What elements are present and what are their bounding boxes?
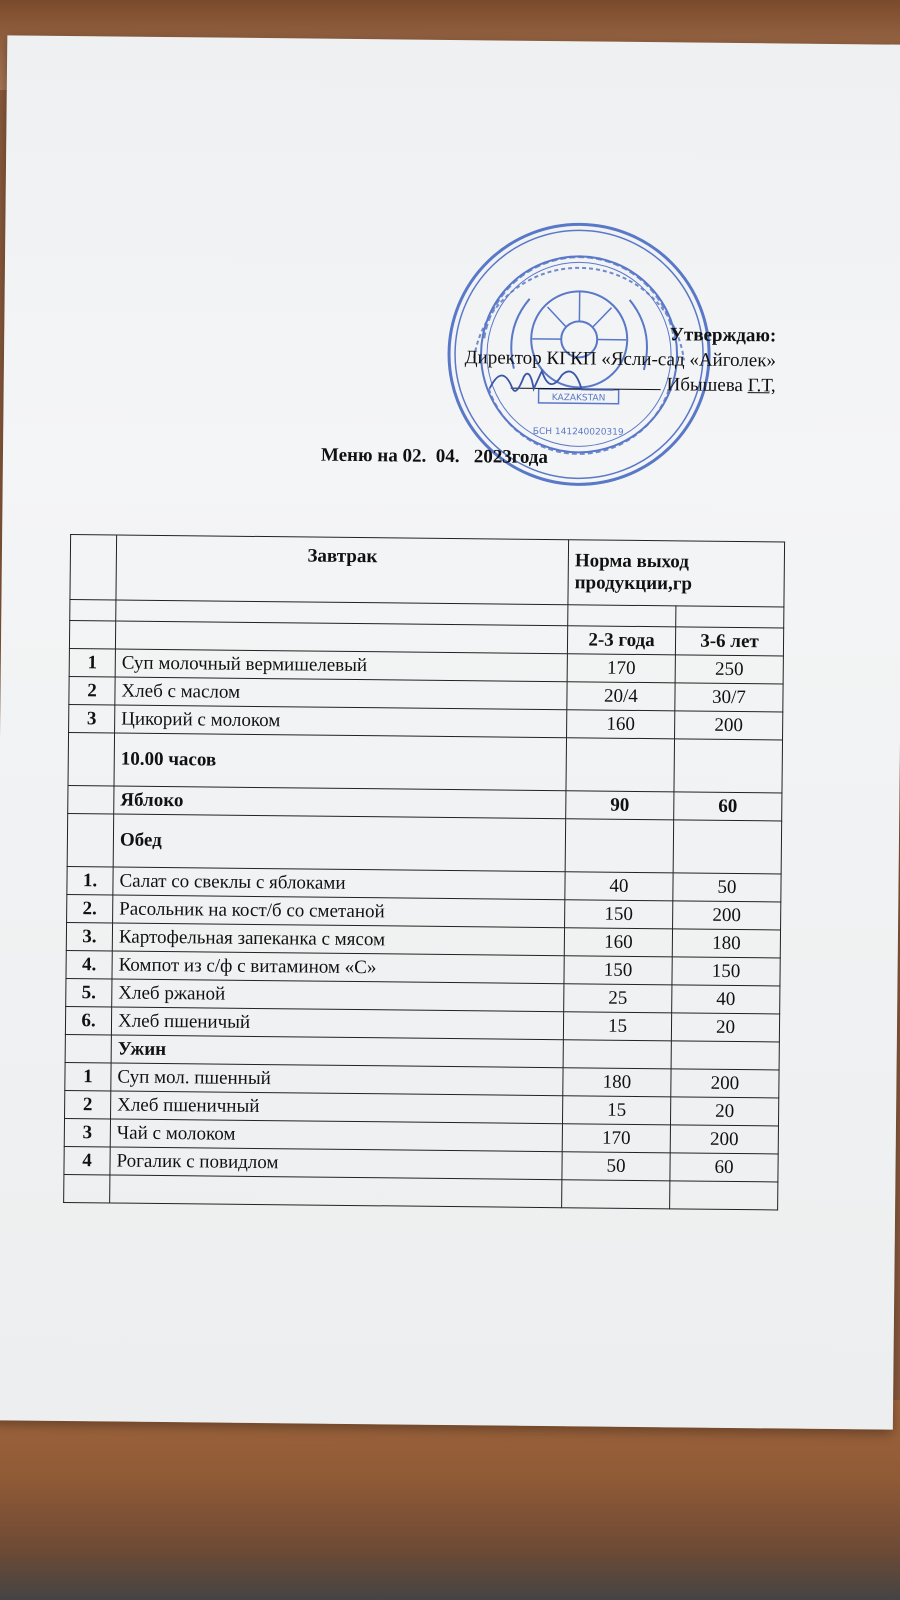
table-header-row bbox=[70, 535, 785, 607]
stamp-country-text: KAZAKSTAN bbox=[551, 393, 606, 404]
table-row: 1 Суп молочный вермишелевый 170 250 bbox=[69, 649, 783, 684]
breakfast-header: Завтрак bbox=[116, 535, 569, 605]
table-row: Яблоко 90 60 bbox=[68, 786, 782, 821]
menu-table bbox=[63, 534, 785, 1210]
dish-name: Расольник на кост/б со сметаной bbox=[113, 895, 565, 928]
table-row: 4. Компот из с/ф с витамином «С» 150 150 bbox=[66, 950, 780, 985]
snack-section-label: 10.00 часов bbox=[114, 733, 567, 791]
table-row: 6. Хлеб пшеничый 15 20 bbox=[65, 1006, 779, 1041]
table-row: 3 Цикорий с молоком 160 200 bbox=[69, 705, 783, 740]
dish-name: Цикорий с молоком bbox=[115, 705, 567, 738]
section-row-lunch bbox=[67, 814, 782, 874]
table-row: 2 Хлеб с маслом 20/4 30/7 bbox=[69, 677, 783, 712]
dish-name: Чай с молоком bbox=[110, 1119, 562, 1152]
menu-title: Меню на 02. 04. 2023года bbox=[320, 444, 549, 469]
approver-initials: Г.Т, bbox=[747, 375, 776, 397]
stamp-bin-text: БСН 141240020319 bbox=[532, 426, 624, 438]
approval-title: Утверждаю: bbox=[669, 324, 777, 347]
age-header-3-6: 3-6 лет bbox=[675, 627, 783, 656]
section-row-snack bbox=[68, 733, 783, 793]
table-row: 5. Хлеб ржаной 25 40 bbox=[66, 978, 780, 1013]
dish-name: Рогалик с повидлом bbox=[110, 1147, 562, 1180]
table-row: 1 Суп мол. пшенный 180 200 bbox=[65, 1062, 779, 1097]
table-row: 1. Салат со свеклы с яблоками 40 50 bbox=[67, 866, 781, 901]
dish-name: Салат со свеклы с яблоками bbox=[113, 867, 565, 900]
approver-surname: Ибышева bbox=[666, 374, 744, 397]
table-row: 3 Чай с молоком 170 200 bbox=[64, 1118, 778, 1153]
approval-position: Директор КГКП «Ясли-сад «Айголек» bbox=[464, 347, 777, 372]
dish-name: Хлеб с маслом bbox=[115, 677, 567, 710]
table-surface-bottom bbox=[0, 1400, 900, 1600]
table-row: 2. Расольник на кост/б со сметаной 150 200 bbox=[67, 894, 781, 929]
dish-name: Хлеб пшеничый bbox=[111, 1007, 563, 1040]
dish-name: Суп мол. пшенный bbox=[111, 1063, 563, 1096]
dish-name: Суп молочный вермишелевый bbox=[115, 649, 567, 682]
handwritten-signature bbox=[482, 358, 622, 405]
menu-document bbox=[0, 35, 900, 1429]
dish-name: Хлеб пшеничный bbox=[111, 1091, 563, 1124]
dish-name: Яблоко bbox=[114, 786, 566, 819]
lunch-section-label: Обед bbox=[113, 814, 566, 872]
dinner-section-label: Ужин bbox=[111, 1035, 563, 1068]
age-header-2-3: 2-3 года bbox=[567, 626, 675, 655]
dish-name: Компот из с/ф с витамином «С» bbox=[112, 951, 564, 984]
dish-name: Картофельная запеканка с мясом bbox=[112, 923, 564, 956]
table-row: 4 Рогалик с повидлом 50 60 bbox=[64, 1146, 778, 1181]
dish-name: Хлеб ржаной bbox=[112, 979, 564, 1012]
norm-header: Норма выход продукции,гр bbox=[568, 540, 785, 607]
table-row: 3. Картофельная запеканка с мясом 160 180 bbox=[66, 922, 780, 957]
table-row: 2 Хлеб пшеничный 15 20 bbox=[65, 1090, 779, 1125]
